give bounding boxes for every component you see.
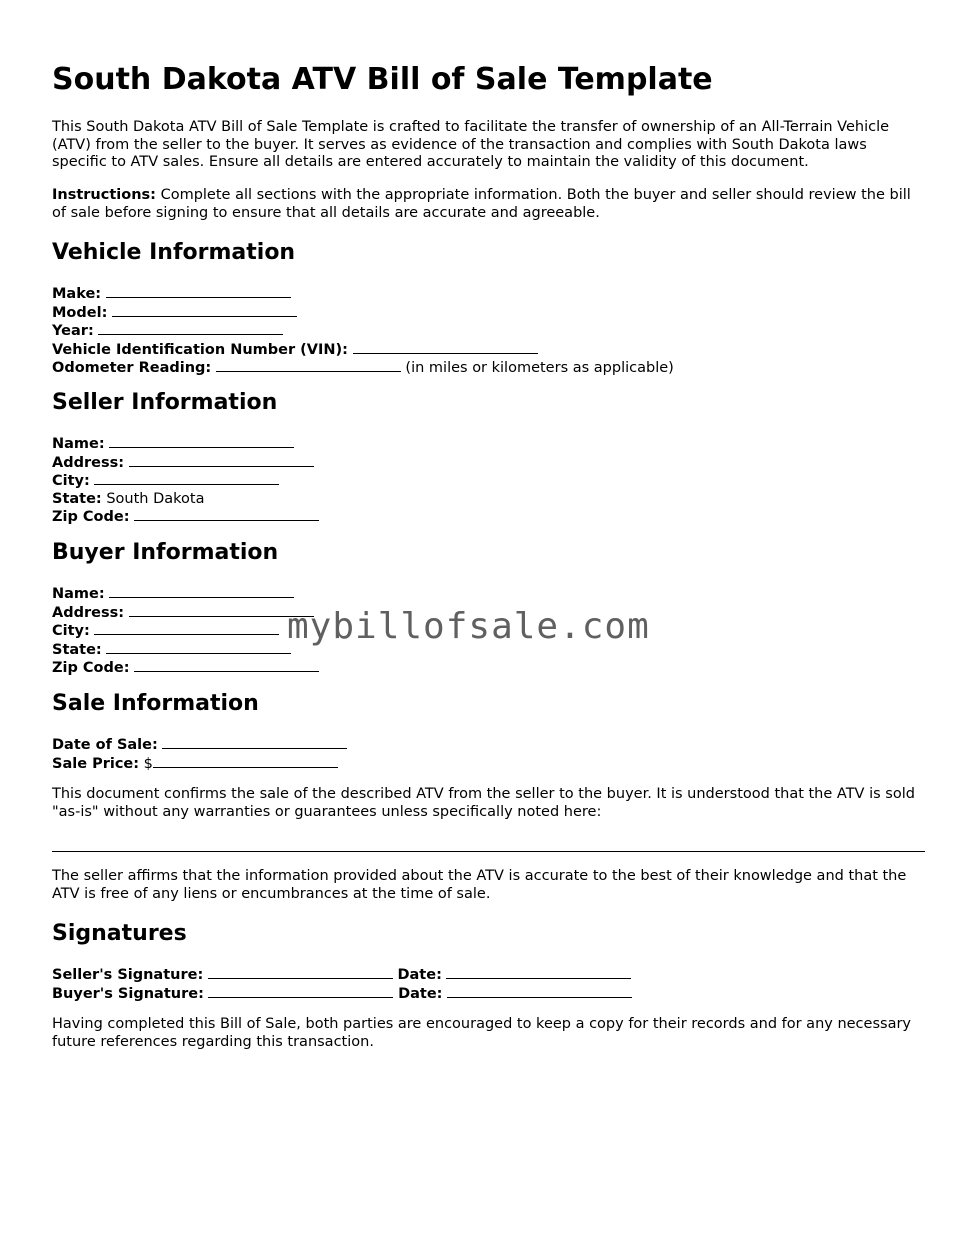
- buyer-city-row: [52, 622, 319, 641]
- buyer-signature-field[interactable]: [208, 985, 393, 998]
- intro-paragraph: This South Dakota ATV Bill of Sale Template is crafted to facilitate the transfer of ownership of an All-Terrain Vehicle (ATV) from the seller to the buyer. It serves as evidence of the transaction and complies with South Dakota laws specific to ATV sales. Ensure all details are entered accurately to maintain the validity of this document.: [52, 119, 890, 171]
- closing-paragraph: Having completed this Bill of Sale, both parties are encouraged to keep a copy for their records and for any necessary future references regarding this transaction.: [52, 1016, 911, 1050]
- sale-fields: [52, 736, 347, 773]
- signatures-heading: Signatures: [52, 921, 187, 946]
- sale-price-row: [52, 755, 347, 774]
- seller-city-field[interactable]: [94, 472, 279, 485]
- buyer-zip-row: [52, 659, 319, 678]
- vin-row: [52, 341, 674, 360]
- instructions-label: Instructions:: [52, 187, 156, 203]
- buyer-city-field[interactable]: [94, 622, 279, 635]
- seller-city-row: [52, 472, 319, 491]
- buyer-state-field[interactable]: [106, 641, 291, 654]
- buyer-date-field[interactable]: [447, 985, 632, 998]
- currency-symbol: $: [139, 755, 153, 772]
- seller-zip-row: [52, 508, 319, 527]
- buyer-fields: [52, 585, 319, 678]
- signature-fields: [52, 966, 632, 1003]
- make-field[interactable]: [106, 285, 291, 298]
- buyer-address-label: Address:: [52, 604, 125, 621]
- seller-zip-label: Zip Code:: [52, 509, 130, 526]
- buyer-state-row: [52, 641, 319, 660]
- sale-price-label: Sale Price:: [52, 755, 140, 772]
- vehicle-fields: [52, 285, 674, 378]
- seller-affirm-paragraph: The seller affirms that the information provided about the ATV is accurate to the best of their knowledge and that the ATV is free of any liens or encumbrances at the time of sale.: [52, 868, 907, 902]
- make-label: Make:: [52, 286, 102, 302]
- watermark: mybillofsale.com: [287, 606, 650, 647]
- seller-state-value: South Dakota: [101, 490, 205, 507]
- vin-field[interactable]: [353, 341, 538, 354]
- seller-zip-field[interactable]: [134, 508, 319, 521]
- buyer-zip-field[interactable]: [134, 659, 319, 672]
- seller-signature-label: Seller's Signature:: [52, 967, 204, 983]
- sale-heading: Sale Information: [52, 691, 259, 716]
- buyer-name-field[interactable]: [109, 585, 294, 598]
- year-label: Year:: [52, 323, 94, 340]
- seller-signature-row: [52, 966, 632, 985]
- model-label: Model:: [52, 304, 108, 321]
- seller-heading: Seller Information: [52, 390, 278, 415]
- model-field[interactable]: [112, 304, 297, 317]
- sale-date-field[interactable]: [162, 736, 347, 749]
- odometer-row: [52, 359, 674, 378]
- make-row: [52, 285, 674, 304]
- sale-date-row: [52, 736, 347, 755]
- year-row: [52, 322, 674, 341]
- odometer-note: (in miles or kilometers as applicable): [400, 360, 674, 377]
- buyer-signature-label: Buyer's Signature:: [52, 985, 204, 1002]
- sale-confirm-paragraph: This document confirms the sale of the described ATV from the seller to the buyer. It is understood that the ATV is sold "as-is" without any warranties or guarantees unless specifically noted here:: [52, 786, 915, 820]
- warranty-notes-line[interactable]: [52, 851, 925, 852]
- buyer-heading: Buyer Information: [52, 540, 279, 565]
- seller-name-row: [52, 435, 319, 454]
- buyer-zip-label: Zip Code:: [52, 660, 130, 677]
- odometer-label: Odometer Reading:: [52, 360, 212, 377]
- vin-label: Vehicle Identification Number (VIN):: [52, 341, 348, 358]
- seller-fields: [52, 435, 319, 527]
- seller-address-label: Address:: [52, 454, 125, 471]
- seller-city-label: City:: [52, 473, 90, 490]
- seller-state-label: State:: [52, 490, 102, 507]
- buyer-address-row: [52, 604, 319, 623]
- seller-signature-field[interactable]: [208, 966, 393, 979]
- buyer-state-label: State:: [52, 641, 102, 658]
- buyer-date-label: Date:: [398, 985, 443, 1002]
- buyer-city-label: City:: [52, 623, 90, 640]
- seller-state-row: [52, 491, 319, 509]
- seller-date-field[interactable]: [446, 966, 631, 979]
- odometer-field[interactable]: [216, 359, 401, 372]
- seller-date-label: Date:: [397, 967, 442, 983]
- seller-address-row: [52, 454, 319, 473]
- buyer-name-label: Name:: [52, 586, 105, 602]
- year-field[interactable]: [98, 322, 283, 335]
- buyer-signature-row: [52, 985, 632, 1004]
- buyer-name-row: [52, 585, 319, 604]
- seller-name-field[interactable]: [109, 435, 294, 448]
- page-title: South Dakota ATV Bill of Sale Template: [52, 62, 713, 97]
- instructions-paragraph: [52, 187, 926, 222]
- vehicle-heading: Vehicle Information: [52, 240, 296, 265]
- sale-price-field[interactable]: [153, 755, 338, 768]
- buyer-address-field[interactable]: [129, 604, 314, 617]
- seller-name-label: Name:: [52, 436, 105, 452]
- instructions-text: Complete all sections with the appropriate information. Both the buyer and seller should review the bill of sale before signing to ensure that all details are accurate and agreeable.: [52, 187, 911, 221]
- sale-date-label: Date of Sale:: [52, 737, 158, 753]
- seller-address-field[interactable]: [129, 454, 314, 467]
- model-row: [52, 304, 674, 323]
